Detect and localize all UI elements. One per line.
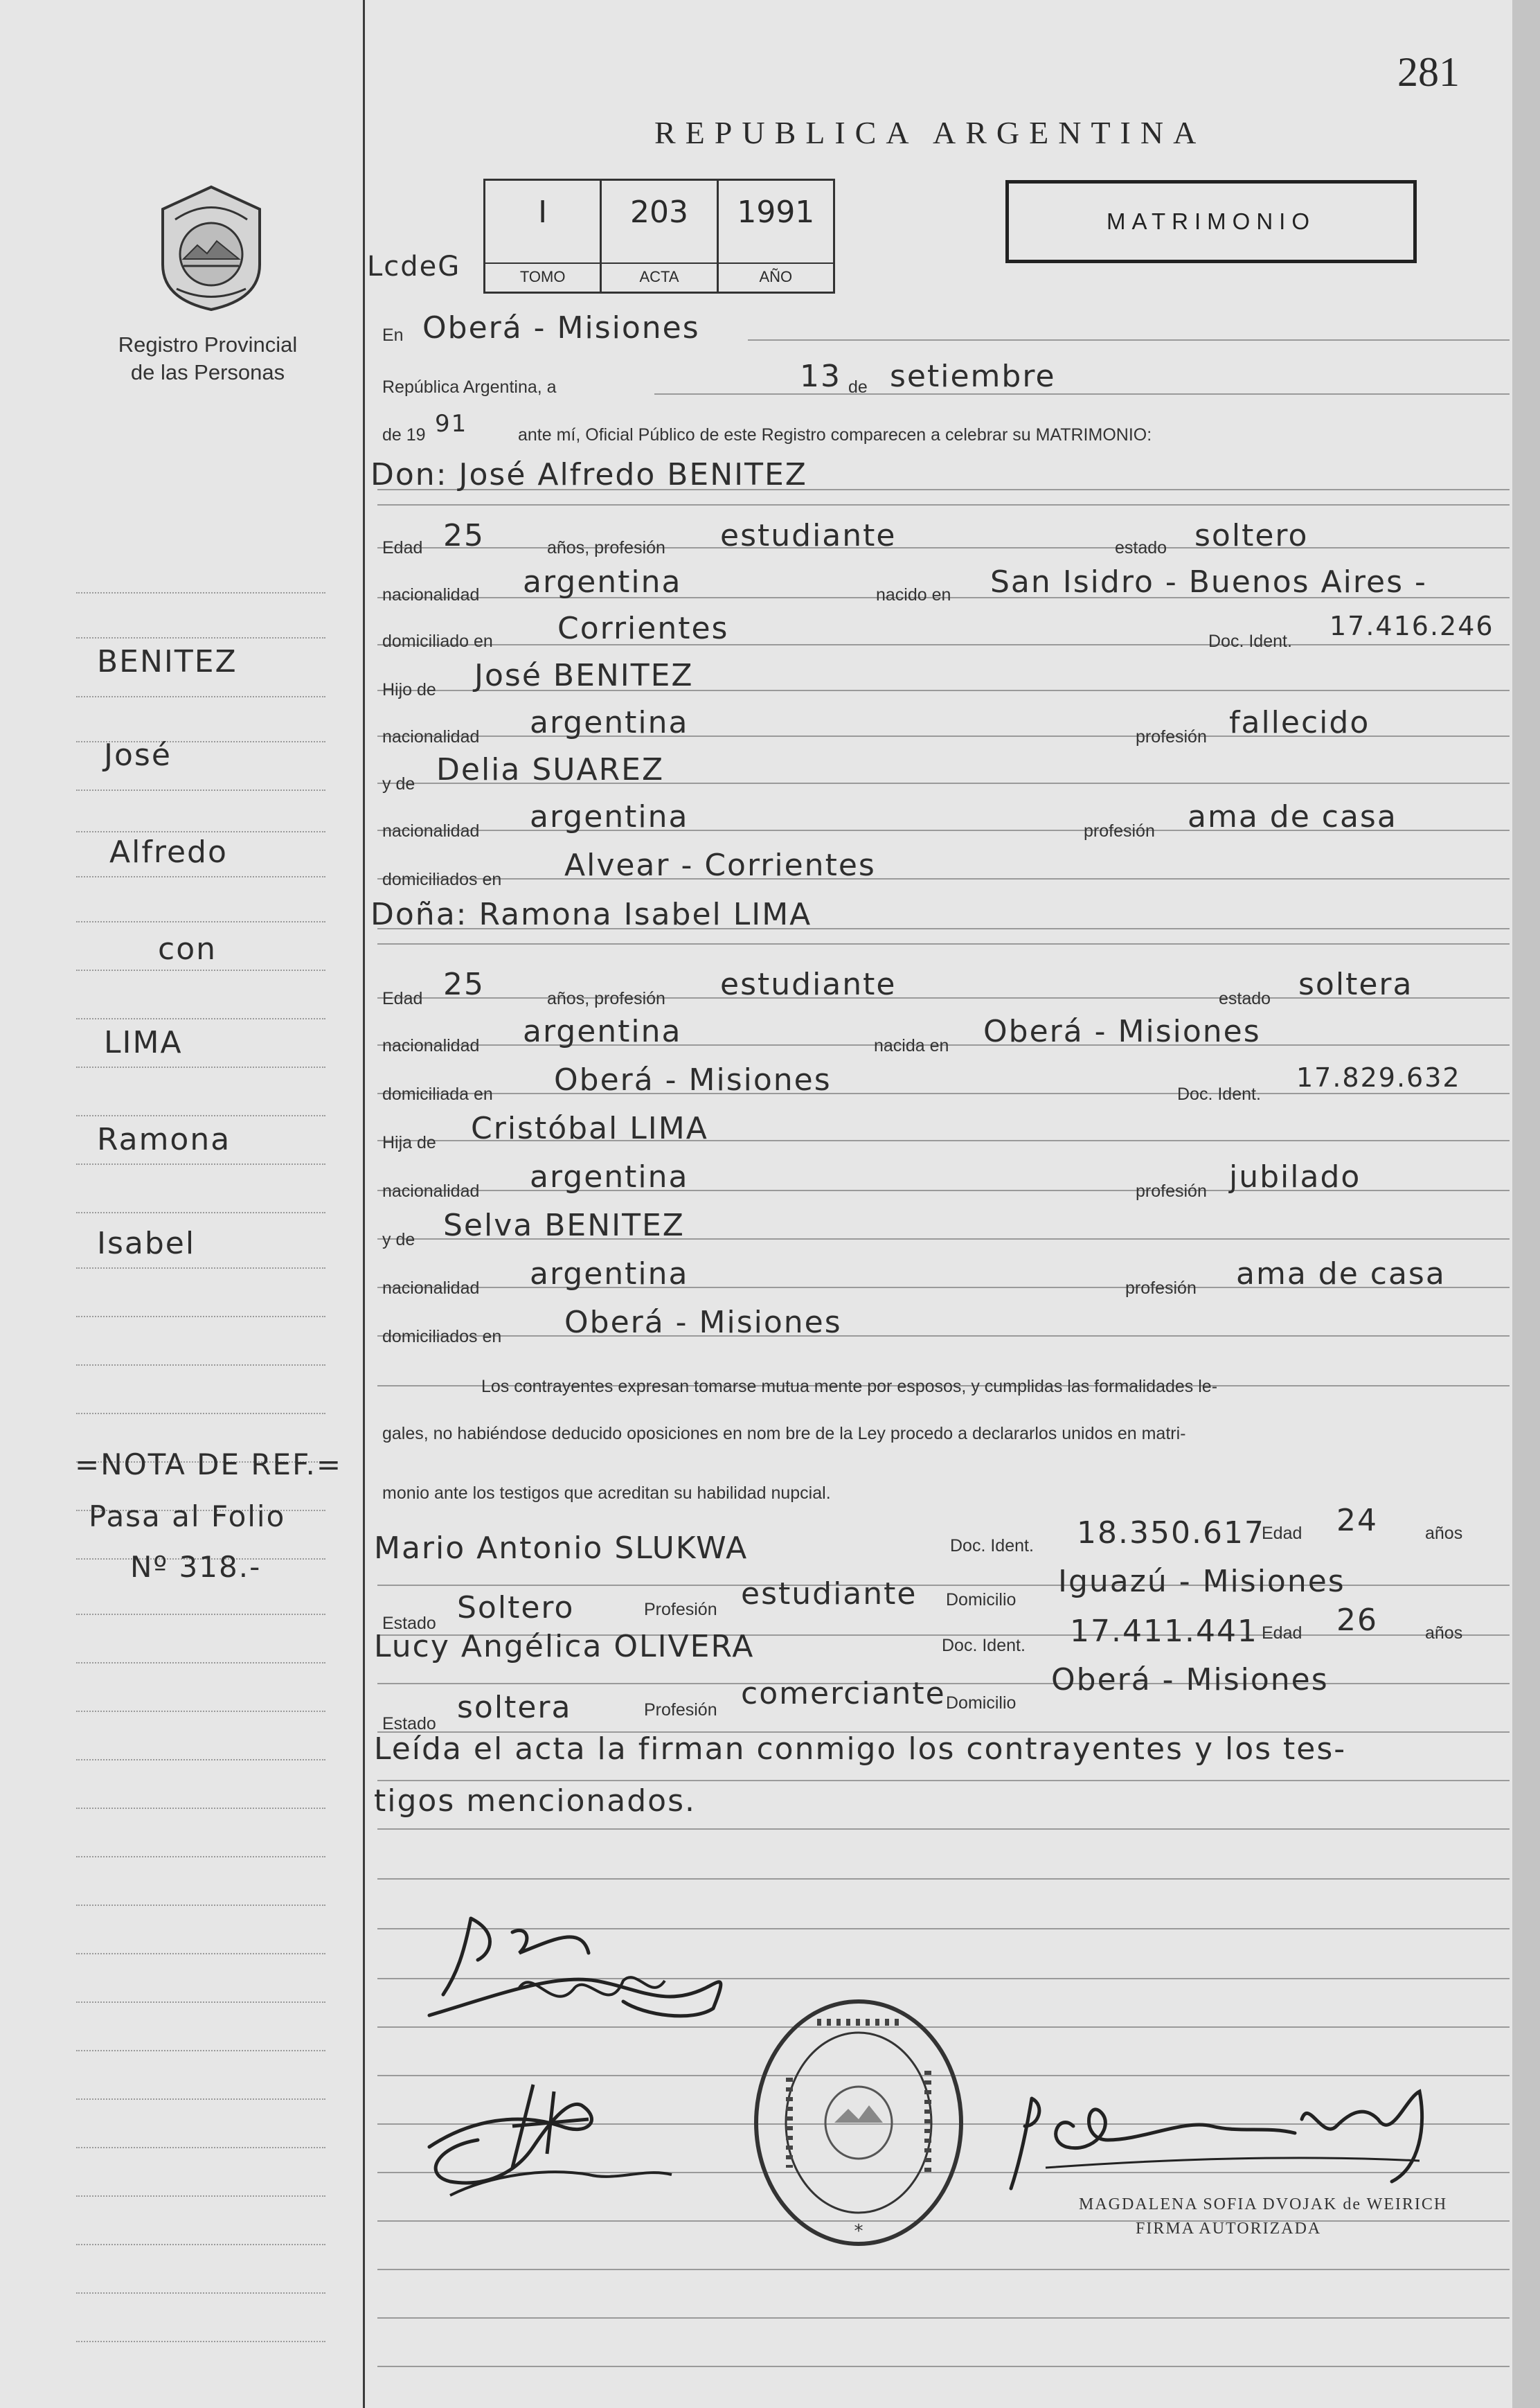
bride-nationality: argentina: [523, 1014, 682, 1049]
margin-name: BENITEZ: [97, 644, 238, 679]
record-type-box: MATRIMONIO: [1005, 180, 1417, 263]
witness1-age: 24: [1336, 1503, 1378, 1538]
declaration-line: gales, no habiéndose deducido oposiciones en nom bre de la Ley procedo a declararlos unidos en matri-: [382, 1424, 1186, 1443]
rule: [654, 393, 1510, 395]
groom-status: soltero: [1194, 518, 1309, 553]
label: Doc. Ident.: [942, 1636, 1026, 1655]
label: y de: [382, 774, 415, 794]
margin-name: LIMA: [104, 1025, 183, 1060]
margin-name: Alfredo: [109, 835, 228, 870]
groom-father: José BENITEZ: [474, 658, 694, 693]
rule: [377, 878, 1510, 880]
margin-rule: [76, 696, 325, 697]
margin-rule: [76, 637, 325, 639]
label: Domicilio: [946, 1693, 1017, 1713]
de-label: de: [848, 377, 868, 397]
label: profesión: [1125, 1278, 1197, 1298]
label: Edad: [1262, 1524, 1302, 1543]
label: profesión: [1084, 821, 1155, 841]
margin-rule: [76, 1067, 325, 1068]
margin-rule: [76, 876, 325, 877]
closing-line: Leída el acta la firman conmigo los contrayentes y los tes-: [374, 1731, 1347, 1767]
witness2-status: soltera: [457, 1690, 572, 1725]
groom-father-nationality: argentina: [530, 705, 689, 740]
label: nacionalidad: [382, 585, 480, 605]
groom-birthplace: San Isidro - Buenos Aires -: [990, 564, 1427, 600]
label: Profesión: [644, 1700, 717, 1720]
margin-rule: [76, 921, 325, 922]
groom-nationality: argentina: [523, 564, 682, 600]
groom-parents-address: Alvear - Corrientes: [564, 848, 876, 883]
rule: [377, 1828, 1510, 1830]
label: nacido en: [876, 585, 951, 605]
tomo-value: I: [538, 195, 548, 230]
label: nacionalidad: [382, 1036, 480, 1055]
margin-rule: [76, 1115, 325, 1116]
label: años, profesión: [547, 538, 665, 558]
label: estado: [1115, 538, 1167, 558]
margin-rule: [76, 2098, 325, 2100]
label: nacionalidad: [382, 727, 480, 747]
provincial-emblem-icon: [149, 181, 274, 313]
label: años: [1425, 1524, 1463, 1543]
margin-rule: [76, 1212, 325, 1213]
witness2-doc: 17.411.441: [1070, 1614, 1258, 1649]
bride-father-nationality: argentina: [530, 1159, 689, 1195]
bride-father: Cristóbal LIMA: [471, 1111, 708, 1146]
margin-name: José: [104, 738, 172, 773]
document-title: REPUBLICA ARGENTINA: [654, 115, 1206, 150]
place-value: Oberá - Misiones: [422, 310, 700, 346]
margin-rule: [76, 2050, 325, 2051]
label: nacionalidad: [382, 821, 480, 841]
label: y de: [382, 1230, 415, 1249]
margin-name: Ramona: [97, 1122, 231, 1157]
margin-rule: [76, 2244, 325, 2245]
margin-rule: [76, 1953, 325, 1954]
closing-line: tigos mencionados.: [374, 1783, 696, 1819]
label: Estado: [382, 1714, 436, 1733]
margin-rule: [76, 1759, 325, 1760]
margin-note: Pasa al Folio: [89, 1499, 286, 1533]
margin-rule: [76, 1163, 325, 1165]
rule: [377, 1335, 1510, 1337]
groom-mother-profession: ama de casa: [1188, 799, 1397, 835]
acta-label: ACTA: [602, 262, 716, 286]
rule: [377, 644, 1510, 645]
witness2-profession: comerciante: [741, 1676, 946, 1711]
tomo-label: TOMO: [485, 262, 600, 286]
margin-rule: [76, 831, 325, 832]
label: Doc. Ident.: [1177, 1085, 1261, 1104]
label: domiciliados en: [382, 870, 502, 889]
groom-mother: Delia SUAREZ: [436, 752, 665, 787]
margin-rule: [76, 1267, 325, 1269]
bride-birthplace: Oberá - Misiones: [983, 1014, 1261, 1049]
margin-note: Nº 318.-: [130, 1550, 262, 1584]
bride-name: Doña: Ramona Isabel LIMA: [370, 897, 812, 932]
intro-text: ante mí, Oficial Público de este Registro comparecen a celebrar su MATRIMONIO:: [518, 425, 1152, 445]
rule: [377, 1780, 1510, 1781]
margin-rule: [76, 1316, 325, 1317]
day-value: 13: [800, 359, 841, 394]
margin-rule: [76, 2195, 325, 2197]
margin-rule: [76, 2292, 325, 2294]
groom-doc: 17.416.246: [1329, 611, 1494, 641]
ano-value: 1991: [737, 195, 815, 230]
margin-rule: [76, 790, 325, 791]
label: Doc. Ident.: [1208, 632, 1292, 651]
margin-rule: [76, 2341, 325, 2342]
label: Edad: [382, 989, 423, 1008]
registry-line-1: Registro Provincial: [118, 332, 298, 357]
rule: [377, 2269, 1510, 2270]
stamp-name: MAGDALENA SOFIA DVOJAK de WEIRICH: [1079, 2195, 1448, 2213]
groom-name: Don: José Alfredo BENITEZ: [370, 457, 807, 492]
margin-rule: [76, 970, 325, 971]
label: domiciliado en: [382, 632, 493, 651]
label: profesión: [1136, 727, 1207, 747]
bride-mother: Selva BENITEZ: [443, 1208, 685, 1243]
rule: [377, 504, 1510, 506]
margin-name: Isabel: [97, 1226, 196, 1261]
witness1-status: Soltero: [457, 1590, 575, 1625]
label: Edad: [382, 538, 423, 558]
label: Profesión: [644, 1600, 717, 1619]
bride-age: 25: [443, 967, 485, 1002]
margin-name: con: [158, 931, 217, 967]
rule: [377, 1093, 1510, 1094]
margin-rule: [76, 1856, 325, 1857]
label: nacida en: [874, 1036, 949, 1055]
acta-value: 203: [630, 195, 688, 230]
margin-rule: [76, 1364, 325, 1366]
groom-father-profession: fallecido: [1229, 705, 1370, 740]
margin-rule: [76, 1905, 325, 1906]
stamp-role: FIRMA AUTORIZADA: [1136, 2220, 1322, 2238]
year-label: de 19: [382, 425, 426, 445]
label: Doc. Ident.: [950, 1536, 1034, 1555]
witness1-profession: estudiante: [741, 1576, 917, 1612]
label: nacionalidad: [382, 1278, 480, 1298]
label: domiciliados en: [382, 1327, 502, 1346]
bride-mother-profession: ama de casa: [1236, 1256, 1446, 1292]
margin-note: =NOTA DE REF.=: [75, 1447, 343, 1481]
groom-mother-nationality: argentina: [530, 799, 689, 835]
signature-bride-icon: [409, 2071, 699, 2209]
label: Hijo de: [382, 680, 436, 699]
rule: [377, 2317, 1510, 2319]
label: profesión: [1136, 1181, 1207, 1201]
margin-rule: [76, 1018, 325, 1019]
margin-rule: [76, 1614, 325, 1615]
witness1-address: Iguazú - Misiones: [1058, 1564, 1345, 1599]
margin-rule: [76, 592, 325, 594]
rule: [377, 2366, 1510, 2367]
bride-father-profession: jubilado: [1229, 1159, 1361, 1195]
witness2-address: Oberá - Misiones: [1051, 1662, 1329, 1697]
label: domiciliada en: [382, 1085, 493, 1104]
witness1-doc: 18.350.617: [1077, 1515, 1265, 1551]
rule: [748, 339, 1510, 341]
rule: [377, 943, 1510, 945]
record-boxes: [483, 179, 835, 294]
margin-rule: [76, 1808, 325, 1809]
page-edge: [1512, 0, 1540, 2408]
folio-number: 281: [1397, 49, 1460, 95]
ano-box: [719, 181, 833, 292]
corner-note: LcdeG: [367, 251, 461, 283]
tomo-box: [485, 181, 602, 292]
label: estado: [1219, 989, 1271, 1008]
month-value: setiembre: [890, 359, 1056, 394]
declaration-line: Los contrayentes expresan tomarse mutua mente por esposos, y cumplidas las formalidades le-: [481, 1377, 1218, 1396]
witness1-name: Mario Antonio SLUKWA: [374, 1531, 749, 1566]
groom-address: Corrientes: [557, 611, 729, 646]
margin-rule: [76, 2001, 325, 2003]
svg-text:*: *: [854, 2221, 863, 2242]
bride-profession: estudiante: [720, 967, 897, 1002]
bride-parents-address: Oberá - Misiones: [564, 1305, 842, 1340]
groom-profession: estudiante: [720, 518, 897, 553]
margin-rule: [76, 1413, 325, 1414]
margin-rule: [76, 1711, 325, 1712]
witness2-name: Lucy Angélica OLIVERA: [374, 1629, 755, 1664]
republica-label: República Argentina, a: [382, 377, 557, 397]
label: años: [1425, 1623, 1463, 1643]
rule: [377, 1878, 1510, 1880]
label: Domicilio: [946, 1590, 1017, 1609]
year-value: 91: [435, 410, 468, 438]
label: nacionalidad: [382, 1181, 480, 1201]
en-label: En: [382, 325, 404, 345]
registry-line-2: de las Personas: [130, 360, 285, 384]
bride-address: Oberá - Misiones: [554, 1062, 832, 1098]
label: Edad: [1262, 1623, 1302, 1643]
acta-box: [602, 181, 718, 292]
ano-label: AÑO: [719, 262, 833, 286]
margin-line: [363, 0, 365, 2408]
label: años, profesión: [547, 989, 665, 1008]
bride-status: soltera: [1298, 967, 1413, 1002]
label: Hija de: [382, 1133, 436, 1152]
signature-official-icon: [1004, 2085, 1447, 2202]
witness2-age: 26: [1336, 1603, 1378, 1638]
groom-age: 25: [443, 518, 485, 553]
signature-groom-icon: [415, 1911, 762, 2050]
registry-seal-icon: [748, 1995, 969, 2251]
margin-rule: [76, 1662, 325, 1664]
registry-label: [83, 331, 332, 386]
bride-doc: 17.829.632: [1296, 1062, 1461, 1093]
bride-mother-nationality: argentina: [530, 1256, 689, 1292]
declaration-line: monio ante los testigos que acreditan su habilidad nupcial.: [382, 1483, 831, 1503]
label: Estado: [382, 1614, 436, 1633]
margin-rule: [76, 2147, 325, 2148]
